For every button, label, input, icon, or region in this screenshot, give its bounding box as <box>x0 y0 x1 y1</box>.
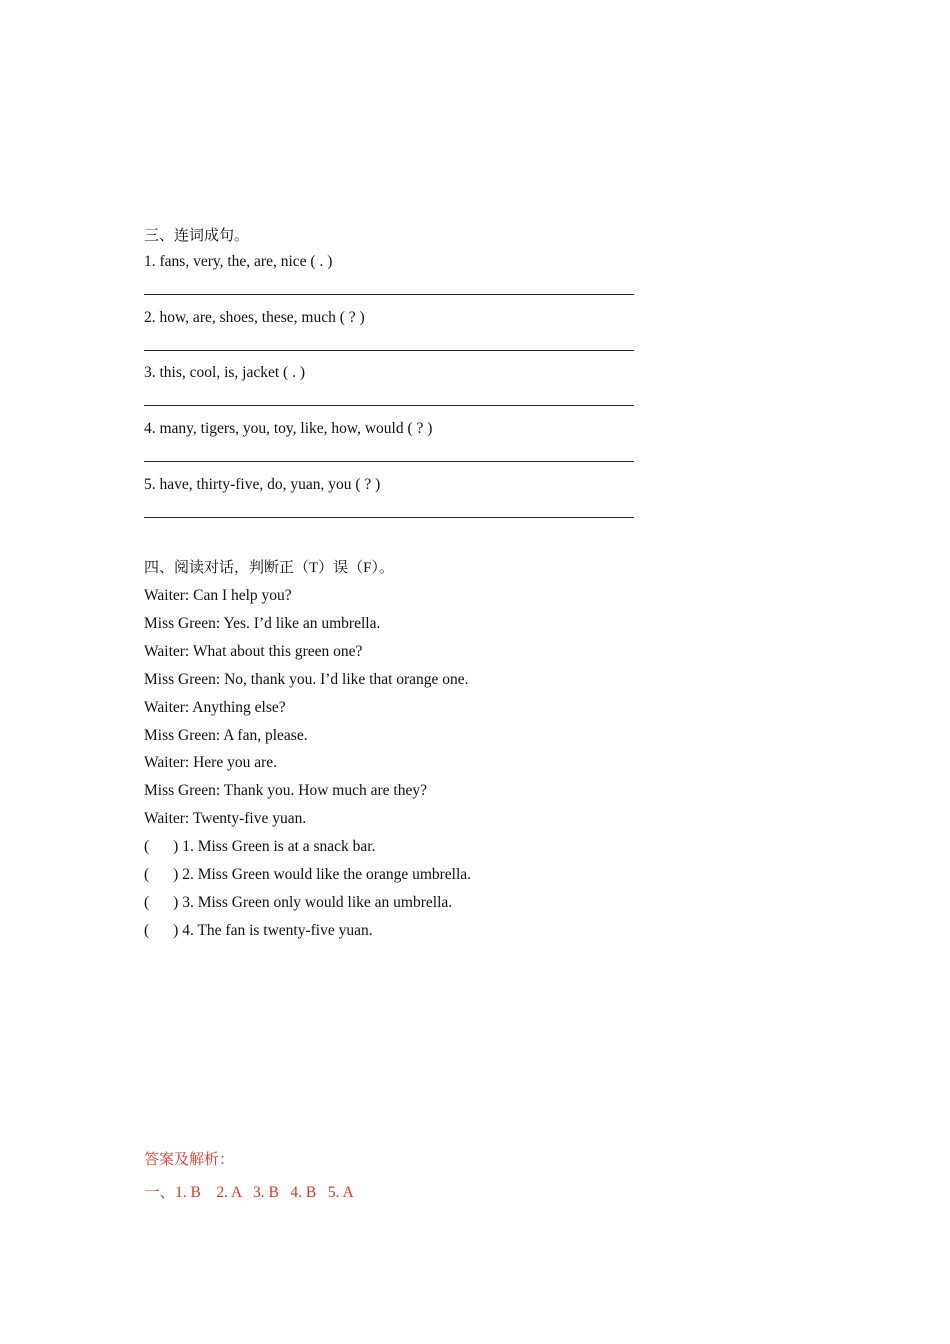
dialogue-line: Waiter: What about this green one? <box>144 643 363 660</box>
tf-answer-open: ( <box>144 838 150 855</box>
tf-question-1 <box>144 837 376 857</box>
dialogue-line: Miss Green: Thank you. How much are they? <box>144 782 427 799</box>
tf-question-text: 4. The fan is twenty-five yuan. <box>182 922 373 939</box>
dialogue-line: Waiter: Here you are. <box>144 754 278 771</box>
tf-question-text: 2. Miss Green would like the orange umbrella. <box>182 866 472 883</box>
sentence-item-3: 3. this, cool, is, jacket ( . ) <box>144 364 305 381</box>
tf-answer-open: ( <box>144 922 150 939</box>
tf-answer-close: ) <box>173 922 179 939</box>
tf-question-4 <box>144 921 373 941</box>
dialogue-line: Waiter: Anything else? <box>144 699 286 716</box>
section4-title: 四、阅读对话，判断正（T）误（F）。 <box>144 560 395 576</box>
sentence-item-4: 4. many, tigers, you, toy, like, how, would ( ? ) <box>144 420 433 437</box>
dialogue-line: Miss Green: Yes. I’d like an umbrella. <box>144 615 381 632</box>
tf-question-text: 3. Miss Green only would like an umbrella. <box>182 894 453 911</box>
tf-question-3 <box>144 893 452 913</box>
dialogue-line: Waiter: Twenty-five yuan. <box>144 810 307 827</box>
tf-answer-close: ) <box>173 838 179 855</box>
sentence-item-5: 5. have, thirty-five, do, yuan, you ( ? ) <box>144 476 381 493</box>
answer-blank-3[interactable] <box>144 405 634 406</box>
dialogue-line: Miss Green: A fan, please. <box>144 727 308 744</box>
tf-answer-open: ( <box>144 866 150 883</box>
section3-title: 三、连词成句。 <box>144 228 250 244</box>
dialogue-line: Miss Green: No, thank you. I’d like that orange one. <box>144 671 469 688</box>
answer-blank-2[interactable] <box>144 350 634 351</box>
answers-line-1: 一、1. B 2. A 3. B 4. B 5. A <box>144 1184 354 1201</box>
answer-blank-5[interactable] <box>144 517 634 518</box>
tf-answer-open: ( <box>144 894 150 911</box>
tf-answer-close: ) <box>173 866 179 883</box>
answers-title: 答案及解析： <box>144 1152 235 1168</box>
tf-question-2 <box>144 865 471 885</box>
tf-answer-close: ) <box>173 894 179 911</box>
answer-blank-1[interactable] <box>144 294 634 295</box>
answer-blank-4[interactable] <box>144 461 634 462</box>
sentence-item-2: 2. how, are, shoes, these, much ( ? ) <box>144 309 365 326</box>
sentence-item-1: 1. fans, very, the, are, nice ( . ) <box>144 253 333 270</box>
tf-question-text: 1. Miss Green is at a snack bar. <box>182 838 376 855</box>
dialogue-line: Waiter: Can I help you? <box>144 587 292 604</box>
